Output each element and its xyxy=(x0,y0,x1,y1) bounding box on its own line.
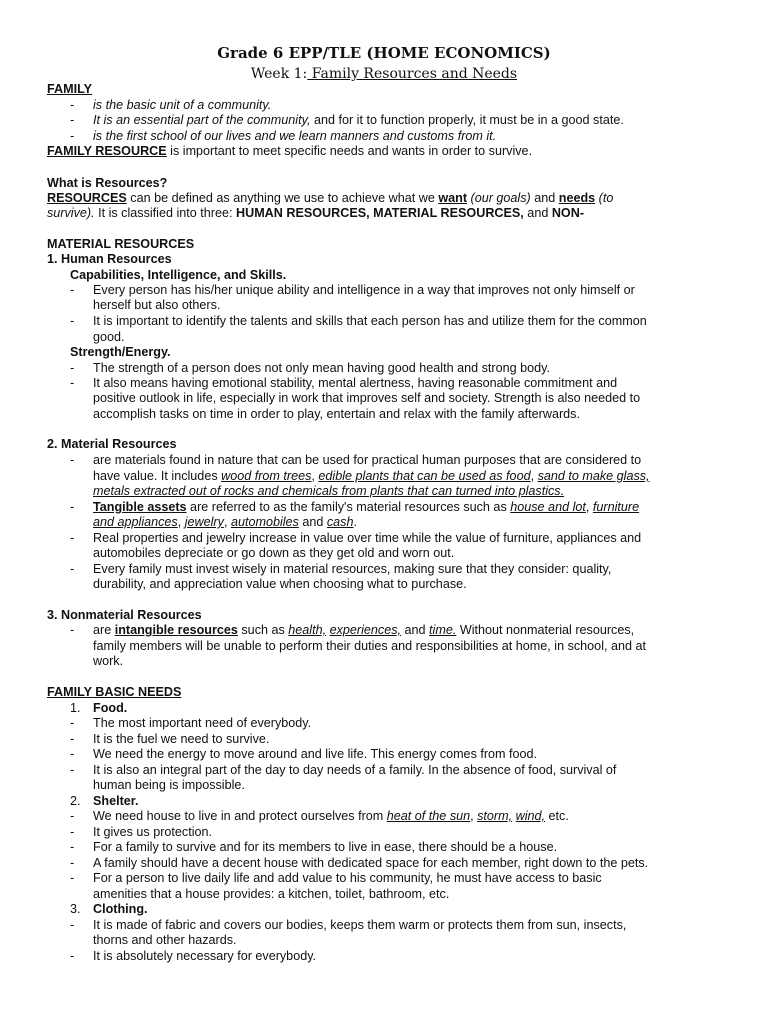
bullet-dash: - xyxy=(70,314,75,328)
nonmaterial-text-line: are intangible resources such as health, experiences, and time. Without nonmaterial resources, xyxy=(93,623,635,637)
family-heading: FAMILY xyxy=(47,82,93,96)
material-text-line: durability, and appreciation value when choosing what to purchase. xyxy=(93,577,467,591)
shelter-text-line: For a person to live daily life and add value to his community, he must have access to basic xyxy=(93,871,602,885)
tangible-assets-line: and appliances, jewelry, automobiles and cash. xyxy=(93,515,357,529)
human-text-line: good. xyxy=(93,330,125,344)
nonmaterial-text-line: work. xyxy=(93,654,124,668)
food-text-line: human being is impossible. xyxy=(93,778,245,792)
human-resources-heading: 1. Human Resources xyxy=(47,252,172,266)
bullet-dash: - xyxy=(70,732,75,746)
bullet-dash: - xyxy=(70,918,75,932)
document-subtitle xyxy=(0,66,768,82)
bullet-dash: - xyxy=(70,825,75,839)
bullet-dash: - xyxy=(70,376,75,390)
subtitle-prefix: Week 1: xyxy=(250,66,308,82)
family-bullet-2: It is an essential part of the community, and for it to function properly, it must be in a good state. xyxy=(93,113,624,127)
material-text-line: automobiles depreciate or go down as they get old and worn out. xyxy=(93,546,455,560)
human-text-line: herself but also others. xyxy=(93,298,221,312)
document-title: Grade 6 EPP/TLE (HOME ECONOMICS) xyxy=(217,44,551,62)
bullet-dash: - xyxy=(70,623,75,637)
food-text-line: It is also an integral part of the day to day needs of a family. In the absence of food, survival of xyxy=(93,763,617,777)
bullet-dash: - xyxy=(70,747,75,761)
food-text-line: The most important need of everybody. xyxy=(93,716,312,730)
bullet-dash: - xyxy=(70,871,75,885)
human-text-line: Every person has his/her unique ability and intelligence in a way that improves not only himself or xyxy=(93,283,635,297)
clothing-label: Clothing. xyxy=(93,902,148,916)
bullet-dash: - xyxy=(70,500,75,514)
bullet-dash: - xyxy=(70,113,75,127)
shelter-text-line: For a family to survive and for its members to live in ease, there should be a house. xyxy=(93,840,558,854)
material-text-line: Every family must invest wisely in material resources, making sure that they consider: quality, xyxy=(93,562,612,576)
resources-def-line-1: RESOURCES can be defined as anything we use to achieve what we want (our goals) and needs (to xyxy=(47,191,614,205)
shelter-text-line: amenities that a house provides: a kitchen, toilet, bathroom, etc. xyxy=(93,887,450,901)
material-text-line: Real properties and jewelry increase in value over time while the value of furniture, appliances and xyxy=(93,531,642,545)
family-bullet-3: is the first school of our lives and we learn manners and customs from it. xyxy=(93,129,497,143)
bullet-dash: - xyxy=(70,531,75,545)
material-text-line: are materials found in nature that can be used for practical human purposes that are considered to xyxy=(93,453,642,467)
human-text-line: The strength of a person does not only mean having good health and strong body. xyxy=(93,361,550,375)
bullet-dash: - xyxy=(70,763,75,777)
human-text-line: It is important to identify the talents and skills that each person has and utilize them for the common xyxy=(93,314,647,328)
bullet-dash: - xyxy=(70,562,75,576)
bullet-dash: - xyxy=(70,809,75,823)
bullet-dash: - xyxy=(70,949,75,963)
material-text-line: have value. It includes wood from trees, edible plants that can be used as food, sand to make glass, xyxy=(93,469,650,483)
clothing-number: 3. xyxy=(70,902,81,916)
shelter-text-line: It gives us protection. xyxy=(93,825,213,839)
food-text-line: We need the energy to move around and live life. This energy comes from food. xyxy=(93,747,538,761)
human-text-line: It also means having emotional stability, mental alertness, having reasonable commitment and xyxy=(93,376,618,390)
what-is-heading: What is Resources? xyxy=(47,176,168,190)
shelter-text-line: We need house to live in and protect ourselves from heat of the sun, storm, wind, etc. xyxy=(93,809,569,823)
bullet-dash: - xyxy=(70,98,75,112)
basic-needs-heading: FAMILY BASIC NEEDS xyxy=(47,685,182,699)
tangible-assets-line: Tangible assets are referred to as the family's material resources such as house and lot, furniture xyxy=(93,500,640,514)
shelter-number: 2. xyxy=(70,794,81,808)
food-text-line: It is the fuel we need to survive. xyxy=(93,732,270,746)
bullet-dash: - xyxy=(70,129,75,143)
subtitle-topic: Family Resources and Needs xyxy=(307,66,518,82)
resources-def-line-3: MATERIAL RESOURCES xyxy=(47,237,195,251)
material-text-line: metals extracted out of rocks and chemicals from plants that can turned into plastics. xyxy=(93,484,565,498)
family-bullet-1: is the basic unit of a community. xyxy=(93,98,272,112)
bullet-dash: - xyxy=(70,453,75,467)
capabilities-subheading: Capabilities, Intelligence, and Skills. xyxy=(70,268,287,282)
clothing-text-line: It is made of fabric and covers our bodies, keeps them warm or protects them from sun, insects, xyxy=(93,918,627,932)
food-number: 1. xyxy=(70,701,81,715)
bullet-dash: - xyxy=(70,361,75,375)
human-text-line: accomplish tasks on time in order to play, entertain and relax with the family afterwards. xyxy=(93,407,580,421)
shelter-text-line: A family should have a decent house with dedicated space for each member, right down to the pets. xyxy=(93,856,649,870)
bullet-dash: - xyxy=(70,283,75,297)
nonmaterial-heading: 3. Nonmaterial Resources xyxy=(47,608,202,622)
shelter-label: Shelter. xyxy=(93,794,139,808)
clothing-text-line: It is absolutely necessary for everybody. xyxy=(93,949,317,963)
material-resources-heading: 2. Material Resources xyxy=(47,437,177,451)
bullet-dash: - xyxy=(70,840,75,854)
bullet-dash: - xyxy=(70,716,75,730)
family-resource-line: FAMILY RESOURCE is important to meet specific needs and wants in order to survive. xyxy=(47,144,533,158)
strength-subheading: Strength/Energy. xyxy=(70,345,171,359)
resources-def-line-2: survive). It is classified into three: HUMAN RESOURCES, MATERIAL RESOURCES, and NON- xyxy=(47,206,585,220)
nonmaterial-text-line: family members will be unable to perform their duties and responsibilities at home, in school, and at xyxy=(93,639,646,653)
clothing-text-line: thorns and other hazards. xyxy=(93,933,237,947)
bullet-dash: - xyxy=(70,856,75,870)
human-text-line: positive outlook in life, especially in work that improves self and society. Strength is also needed to xyxy=(93,391,641,405)
food-label: Food. xyxy=(93,701,128,715)
